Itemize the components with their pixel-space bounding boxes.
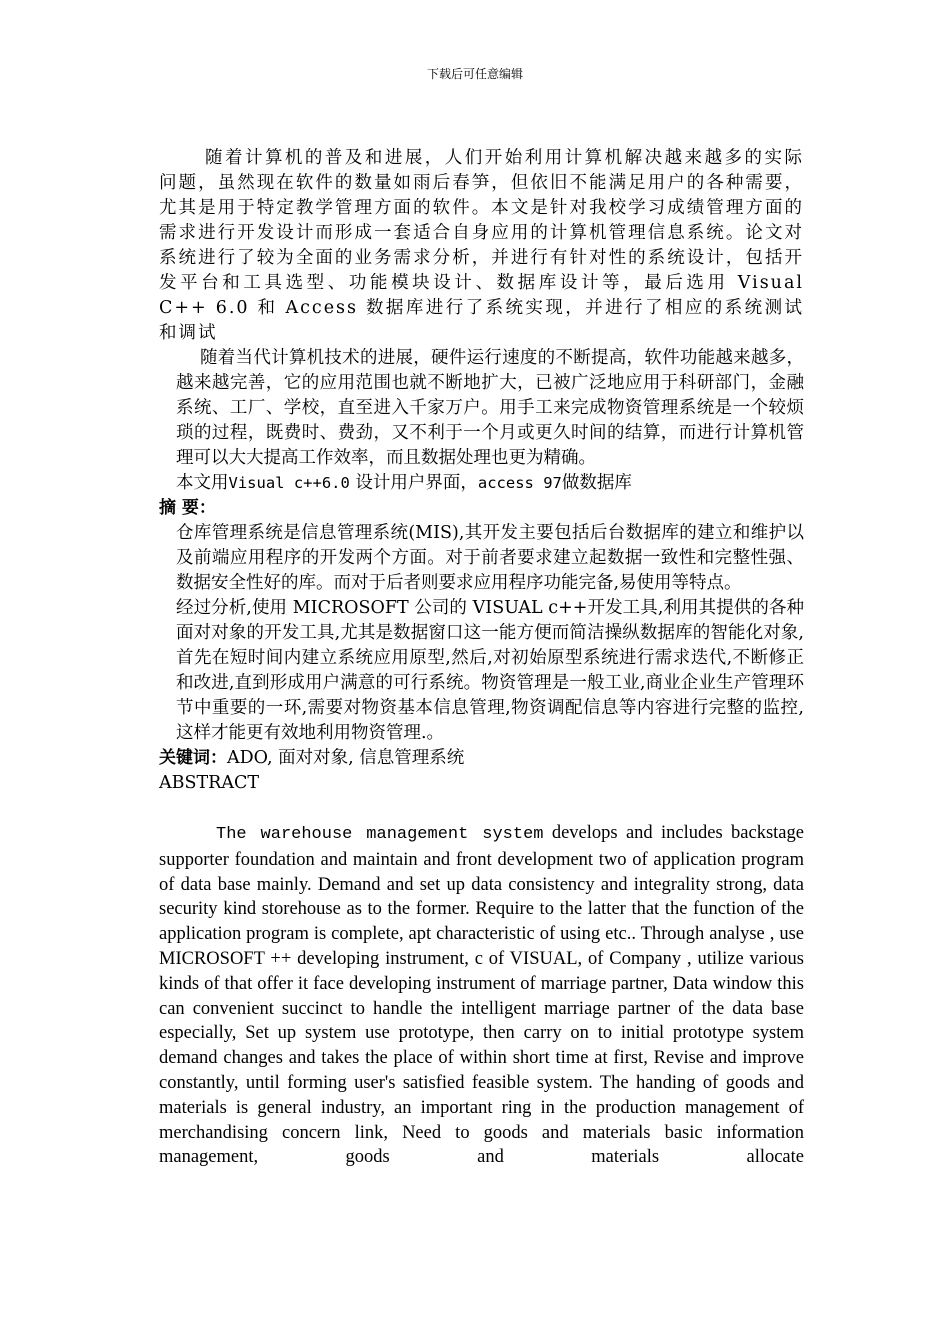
intro-paragraph-2: 随着当代计算机技术的进展，硬件运行速度的不断提高，软件功能越来越多，越来越完善，它的应用范围也就不断地扩大，已被广泛地应用于科研部门，金融系统、工厂、学校，直至进入千家万户。用手工来完成物资管理系统是一个较烦琐的过程，既费时、费劲，又不利于一个月或更久时间的结算，而进行计算机管理可以大大提高工作效率，而且数据处理也更为精确。 [176,348,804,468]
header-note: 下载后可任意编辑 [426,67,523,81]
document-body [159,146,804,1170]
keywords-line [159,746,804,771]
keywords-value: ADO, 面对对象, 信息管理系统 [227,748,465,768]
intro-paragraph-1: 随着计算机的普及和进展，人们开始利用计算机解决越来越多的实际问题，虽然现在软件的数量如雨后春笋，但依旧不能满足用户的各种需要，尤其是用于特定教学管理方面的软件。本文是针对我校学习成绩管理方面的需求进行开发设计而形成一套适合自身应用的计算机管理信息系统。论文对系统进行了较为全面的业务需求分析，并进行有针对性的系统设计，包括开发平台和工具选型、功能模块设计、数据库设计等，最后选用 Visual C++ 6.0 和 Access 数据库进行了系统实现，并进行了相应的系统测试和调试 [159,148,804,343]
abstract-en-paragraph [159,821,804,1170]
tool-line-access: access 97 [477,474,562,492]
tool-line [159,471,804,496]
tool-line-suffix: 做数据库 [561,473,632,493]
abstract-en-heading: ABSTRACT [159,773,260,793]
tool-line-visual-cpp: Visual c++6.0 [228,474,350,492]
abstract-en-lead: The warehouse management system [216,825,544,844]
abstract-cn-paragraph-1: 仓库管理系统是信息管理系统(MIS),其开发主要包括后台数据库的建立和维护以及前端应用程序的开发两个方面。对于前者要求建立起数据一致性和完整性强、数据安全性好的库。而对于后者则要求应用程序功能完备,易使用等特点。 [176,523,804,593]
abstract-en-body: develops and includes backstage supporter foundation and maintain and front development two of application program of data base mainly. Demand and set up data consistency and integrality strong, data security kind storehouse as to the former. Require to the latter that the function of the application program is complete, apt characteristic of using etc.. Through analyse , use MICROSOFT ++ developing instrument, c of VISUAL, of Company , utilize various kinds of that offer it face developing instrument of marriage partner, Data window this can convenient succinct to handle the intelligent marriage partner of the data base especially, Set up system use prototype, then carry on to initial prototype system demand changes and takes the place of within short time at first, Revise and improve constantly, until forming user's satisfied feasible system. The handing of goods and materials is general industry, an important ring in the production management of merchandising concern link, Need to goods and materials basic information management, goods and materials allocate [159,823,804,1168]
keywords-label: 关键词： [159,748,227,768]
abstract-cn-heading: 摘 要： [159,498,216,518]
tool-line-mid: 设计用户界面， [349,473,478,493]
tool-line-prefix: 本文用 [176,473,229,493]
abstract-cn-paragraph-2: 经过分析,使用 MICROSOFT 公司的 VISUAL c++开发工具,利用其提供的各种面对对象的开发工具,尤其是数据窗口这一能方便而简洁操纵数据库的智能化对象,首先在短时间内建立系统应用原型,然后,对初始原型系统进行需求迭代,不断修正和改进,直到形成用户满意的可行系统。物资管理是一般工业,商业企业生产管理环节中重要的一环,需要对物资基本信息管理,物资调配信息等内容进行完整的监控,这样才能更有效地利用物资管理.。 [176,598,804,743]
